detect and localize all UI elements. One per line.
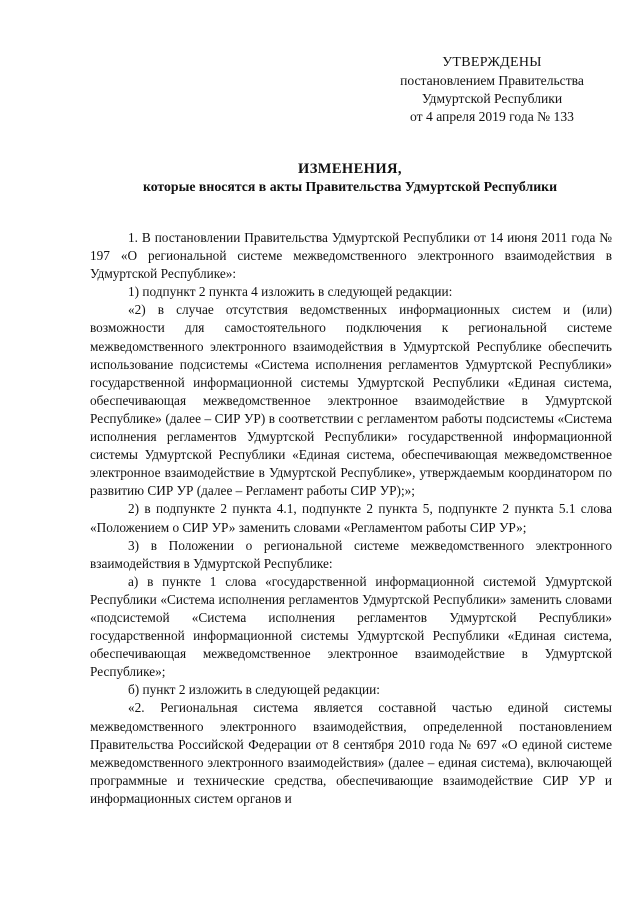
approval-stamp-block — [372, 54, 612, 126]
document-body — [90, 229, 612, 808]
document-subtitle: которые вносятся в акты Правительства Удмуртской Республики — [142, 179, 558, 194]
approval-authority: постановлением Правительства — [400, 73, 584, 88]
approval-date-number: от 4 апреля 2019 года № 133 — [410, 109, 574, 124]
paragraph-7: б) пункт 2 изложить в следующей редакции: — [128, 682, 380, 698]
approval-region: Удмуртской Республики — [421, 91, 563, 106]
paragraph-6: а) в пункте 1 слова «государственной информационной системой Удмуртской Республики «Система исполнения регламентов Удмуртской Республики» заменить словами «подсистемой «Система исполнения регламентов Удмуртской Республики» государственной информационной системы Удмуртской Республики «Единая система, обеспечивающая межведомственное электронное взаимодействие в Удмуртской Республике»; — [90, 573, 612, 680]
paragraph-5: 3) в Положении о региональной системе межведомственного электронного взаимодействия в Удмуртской Республике: — [90, 537, 612, 571]
document-heading — [90, 160, 610, 196]
paragraph-8: «2. Региональная система является составной частью единой системы межведомственного электронного взаимодействия, определенной постановлением Правительства Российской Федерации от 8 сентября 2010 года № 697 «О единой системе межведомственного электронного взаимодействия» (далее – единая система), включающей программные и технические средства, обеспечивающие взаимодействие СИР УР и информационных систем органов и — [90, 700, 612, 806]
paragraph-3: «2) в случае отсутствия ведомственных информационных систем и (или) возможности для самостоятельного подключения к региональной системе межведомственного электронного взаимодействия в Удмуртской Республике обеспечить использование подсистемы «Система исполнения регламентов Удмуртской Республики» государственной информационной системы Удмуртской Республики «Единая система, обеспечивающая межведомственное электронное взаимодействие в Удмуртской Республике» (далее – СИР УР) в соответствии с регламентом работы подсистемы «Система исполнения регламентов Удмуртской Республики» государственной информационной системы Удмуртской Республики «Единая система, обеспечивающая межведомственное электронное взаимодействие в Удмуртской Республике», утверждаемым координатором по развитию СИР УР (далее – Регламент работы СИР УР);»; — [90, 302, 612, 499]
paragraph-1: 1. В постановлении Правительства Удмуртской Республики от 14 июня 2011 года № 197 «О региональной системе межведомственного электронного взаимодействия в Удмуртской Республике»: — [90, 230, 612, 282]
approval-status: УТВЕРЖДЕНЫ — [442, 55, 542, 70]
paragraph-4: 2) в подпункте 2 пункта 4.1, подпункте 2 пункта 5, подпункте 2 пункта 5.1 слова «Положением о СИР УР» заменить словами «Регламентом работы СИР УР»; — [90, 501, 612, 535]
paragraph-2: 1) подпункт 2 пункта 4 изложить в следующей редакции: — [128, 284, 453, 300]
document-title: ИЗМЕНЕНИЯ, — [298, 161, 402, 177]
